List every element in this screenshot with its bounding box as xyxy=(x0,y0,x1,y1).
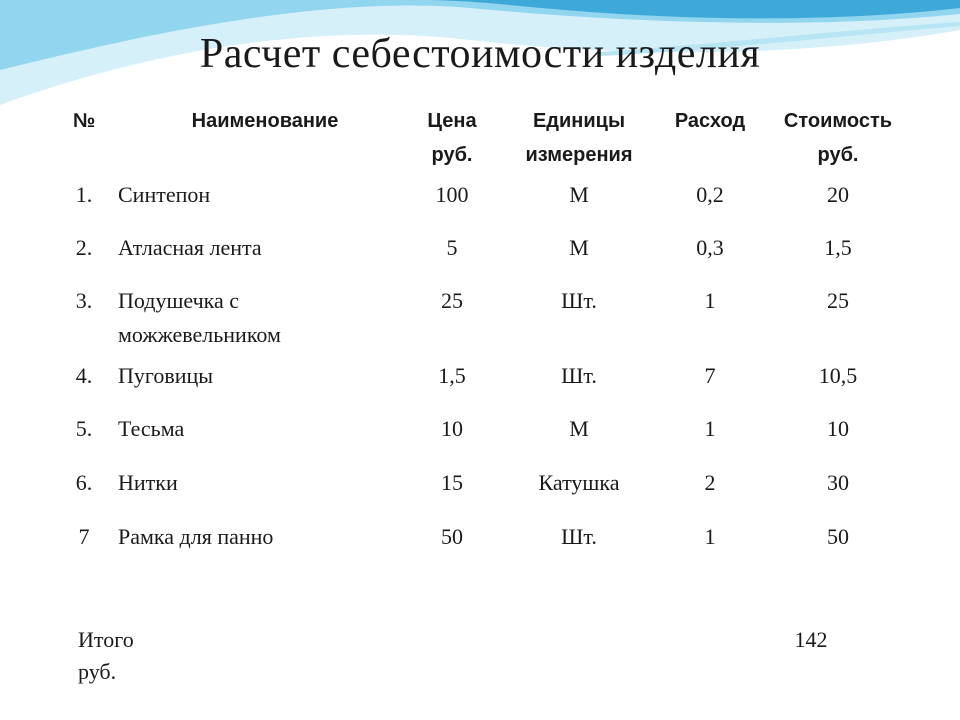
header-cost-line1: Стоимость xyxy=(783,110,893,132)
row-4-price: 1,5 xyxy=(438,363,466,388)
row-7-usage: 1 xyxy=(704,524,716,549)
row-6-usage: 2 xyxy=(704,470,716,495)
row-2-name: Атласная лента xyxy=(118,235,262,260)
row-1-unit: М xyxy=(569,182,589,207)
header-price xyxy=(402,104,502,172)
row-3-name-line2: можжевельником xyxy=(118,322,281,347)
row-6-price: 15 xyxy=(441,470,463,495)
row-5-cost: 10 xyxy=(827,416,849,441)
header-unit-line1: Единицы xyxy=(532,110,626,132)
row-1-cost: 20 xyxy=(827,182,849,207)
row-1-number: 1. xyxy=(75,182,93,207)
row-5-unit: М xyxy=(569,416,589,441)
row-3-name xyxy=(118,284,418,352)
row-2-usage: 0,3 xyxy=(696,235,724,260)
header-cost xyxy=(768,104,908,172)
row-3-unit: Шт. xyxy=(561,288,597,313)
total-label-line1: Итого xyxy=(78,627,134,652)
header-name: Наименование xyxy=(191,110,339,132)
row-7-cost: 50 xyxy=(827,524,849,549)
row-4-unit: Шт. xyxy=(561,363,597,388)
header-number: № xyxy=(72,110,96,132)
row-3-usage: 1 xyxy=(704,288,716,313)
row-5-usage: 1 xyxy=(704,416,716,441)
row-2-number: 2. xyxy=(75,235,93,260)
row-2-cost: 1,5 xyxy=(824,235,852,260)
row-3-cost: 25 xyxy=(827,288,849,313)
total-label xyxy=(78,624,134,688)
row-4-number: 4. xyxy=(75,363,93,388)
row-3-name-line1: Подушечка с xyxy=(118,288,240,313)
row-6-number: 6. xyxy=(75,470,93,495)
row-7-unit: Шт. xyxy=(561,524,597,549)
total-value: 142 xyxy=(794,627,828,652)
row-7-name: Рамка для панно xyxy=(118,524,274,549)
row-1-name: Синтепон xyxy=(118,182,211,207)
row-5-name: Тесьма xyxy=(118,416,185,441)
header-unit xyxy=(505,104,653,172)
row-3-price: 25 xyxy=(441,288,463,313)
row-6-name: Нитки xyxy=(118,470,178,495)
header-unit-line2: измерения xyxy=(525,144,633,166)
row-4-usage: 7 xyxy=(704,363,716,388)
row-6-cost: 30 xyxy=(827,470,849,495)
row-5-number: 5. xyxy=(75,416,93,441)
row-5-price: 10 xyxy=(441,416,463,441)
row-3-number: 3. xyxy=(75,288,93,313)
header-usage: Расход xyxy=(674,110,746,132)
row-6-unit: Катушка xyxy=(538,470,620,495)
total-label-line2: руб. xyxy=(78,659,117,684)
row-7-number: 7 xyxy=(78,524,90,549)
row-2-price: 5 xyxy=(446,235,458,260)
row-2-unit: М xyxy=(569,235,589,260)
row-1-price: 100 xyxy=(435,182,469,207)
row-4-cost: 10,5 xyxy=(818,363,858,388)
header-cost-line2: руб. xyxy=(817,144,859,166)
row-7-price: 50 xyxy=(441,524,463,549)
slide-title: Расчет себестоимости изделия xyxy=(199,31,761,77)
header-price-line2: руб. xyxy=(431,144,473,166)
row-4-name: Пуговицы xyxy=(118,363,214,388)
header-price-line1: Цена xyxy=(427,110,477,132)
row-1-usage: 0,2 xyxy=(696,182,724,207)
